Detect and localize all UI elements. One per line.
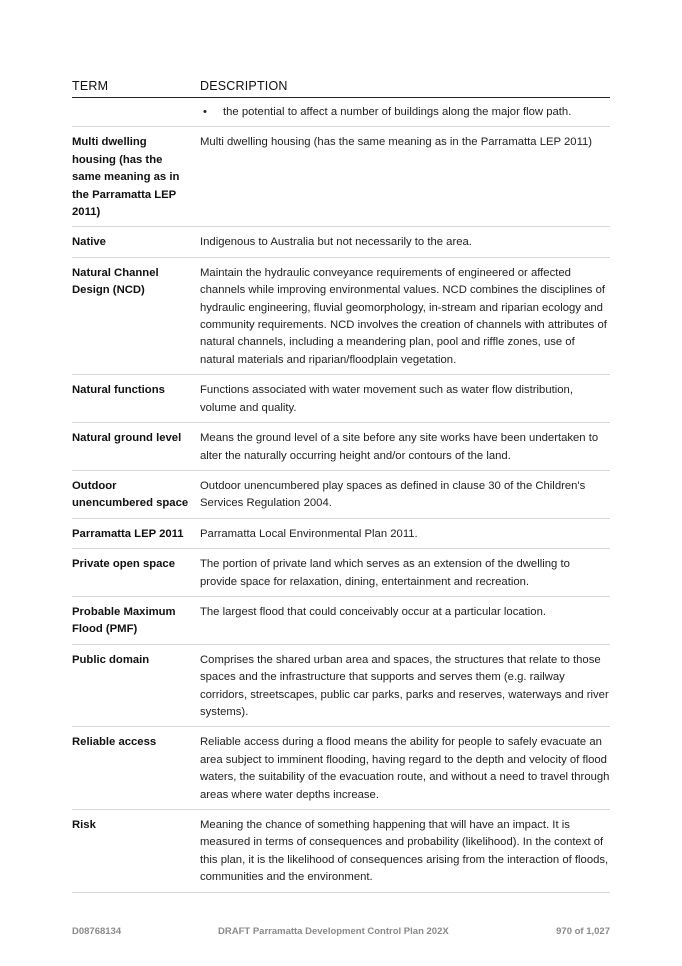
table-row bbox=[72, 375, 610, 423]
table-header-row bbox=[72, 79, 610, 98]
term-column-header: TERM bbox=[72, 79, 200, 98]
table-row bbox=[72, 518, 610, 548]
description-cell: Functions associated with water movement such as water flow distribution, volume and quality. bbox=[200, 375, 610, 423]
continuation-row bbox=[72, 98, 610, 127]
term-cell: Native bbox=[72, 227, 200, 257]
term-cell: Natural functions bbox=[72, 375, 200, 423]
description-cell: Reliable access during a flood means the ability for people to safely evacuate an area subject to imminent flooding, having regard to the depth and velocity of flood waters, the suitability of the evacuation route, and without a need to travel through areas where water depths increase. bbox=[200, 727, 610, 810]
description-cell: Indigenous to Australia but not necessarily to the area. bbox=[200, 227, 610, 257]
table-row bbox=[72, 596, 610, 644]
term-cell: Parramatta LEP 2011 bbox=[72, 518, 200, 548]
continuation-text: the potential to affect a number of buildings along the major flow path. bbox=[223, 106, 572, 118]
definitions-table bbox=[72, 79, 610, 893]
document-title: DRAFT Parramatta Development Control Plan 202X bbox=[218, 926, 449, 937]
description-cell: Outdoor unencumbered play spaces as defined in clause 30 of the Children's Services Regulation 2004. bbox=[200, 470, 610, 518]
table-row bbox=[72, 227, 610, 257]
description-cell: Means the ground level of a site before any site works have been undertaken to alter the naturally occurring height and/or contours of the land. bbox=[200, 423, 610, 471]
term-cell: Public domain bbox=[72, 644, 200, 727]
table-row bbox=[72, 644, 610, 727]
table-row bbox=[72, 549, 610, 597]
glossary-page bbox=[72, 79, 610, 893]
term-cell: Natural ground level bbox=[72, 423, 200, 471]
description-cell: The portion of private land which serves as an extension of the dwelling to provide space for relaxation, dining, entertainment and recreation. bbox=[200, 549, 610, 597]
description-cell: The largest flood that could conceivably occur at a particular location. bbox=[200, 596, 610, 644]
description-cell: Comprises the shared urban area and spaces, the structures that relate to those spaces and the infrastructure that supports and serves them (e.g. railway corridors, streetscapes, public car parks, parks and reserves, waterways and river systems). bbox=[200, 644, 610, 727]
description-cell: Parramatta Local Environmental Plan 2011. bbox=[200, 518, 610, 548]
document-id: D08768134 bbox=[72, 926, 122, 937]
term-cell: Reliable access bbox=[72, 727, 200, 810]
term-cell: Private open space bbox=[72, 549, 200, 597]
page-number: 970 of 1,027 bbox=[556, 926, 610, 937]
term-cell: Outdoor unencumbered space bbox=[72, 470, 200, 518]
bullet-glyph: • bbox=[203, 106, 207, 118]
continuation-description bbox=[200, 98, 610, 127]
term-cell: Probable Maximum Flood (PMF) bbox=[72, 596, 200, 644]
description-cell: Multi dwelling housing (has the same meaning as in the Parramatta LEP 2011) bbox=[200, 127, 610, 227]
term-cell: Multi dwelling housing (has the same meaning as in the Parramatta LEP 2011) bbox=[72, 127, 200, 227]
description-column-header: DESCRIPTION bbox=[200, 79, 610, 98]
empty-term-cell bbox=[72, 98, 200, 127]
description-cell: Maintain the hydraulic conveyance requirements of engineered or affected channels while improving environmental values. NCD combines the disciplines of hydraulic engineering, fluvial geomorphology, in-stream and riparian ecology and community requirements. NCD involves the creation of channels with attributes of natural channels, including a meandering plan, pool and riffle zones, use of natural materials and riparian/floodplain vegetation. bbox=[200, 257, 610, 374]
table-row bbox=[72, 810, 610, 893]
description-cell: Meaning the chance of something happening that will have an impact. It is measured in terms of consequences and probability (likelihood). In the context of this plan, it is the likelihood of consequences arising from the interaction of floods, communities and the environment. bbox=[200, 810, 610, 893]
table-row bbox=[72, 470, 610, 518]
table-row bbox=[72, 257, 610, 374]
table-row bbox=[72, 127, 610, 227]
table-row bbox=[72, 423, 610, 471]
table-row bbox=[72, 727, 610, 810]
term-cell: Risk bbox=[72, 810, 200, 893]
term-cell: Natural Channel Design (NCD) bbox=[72, 257, 200, 374]
